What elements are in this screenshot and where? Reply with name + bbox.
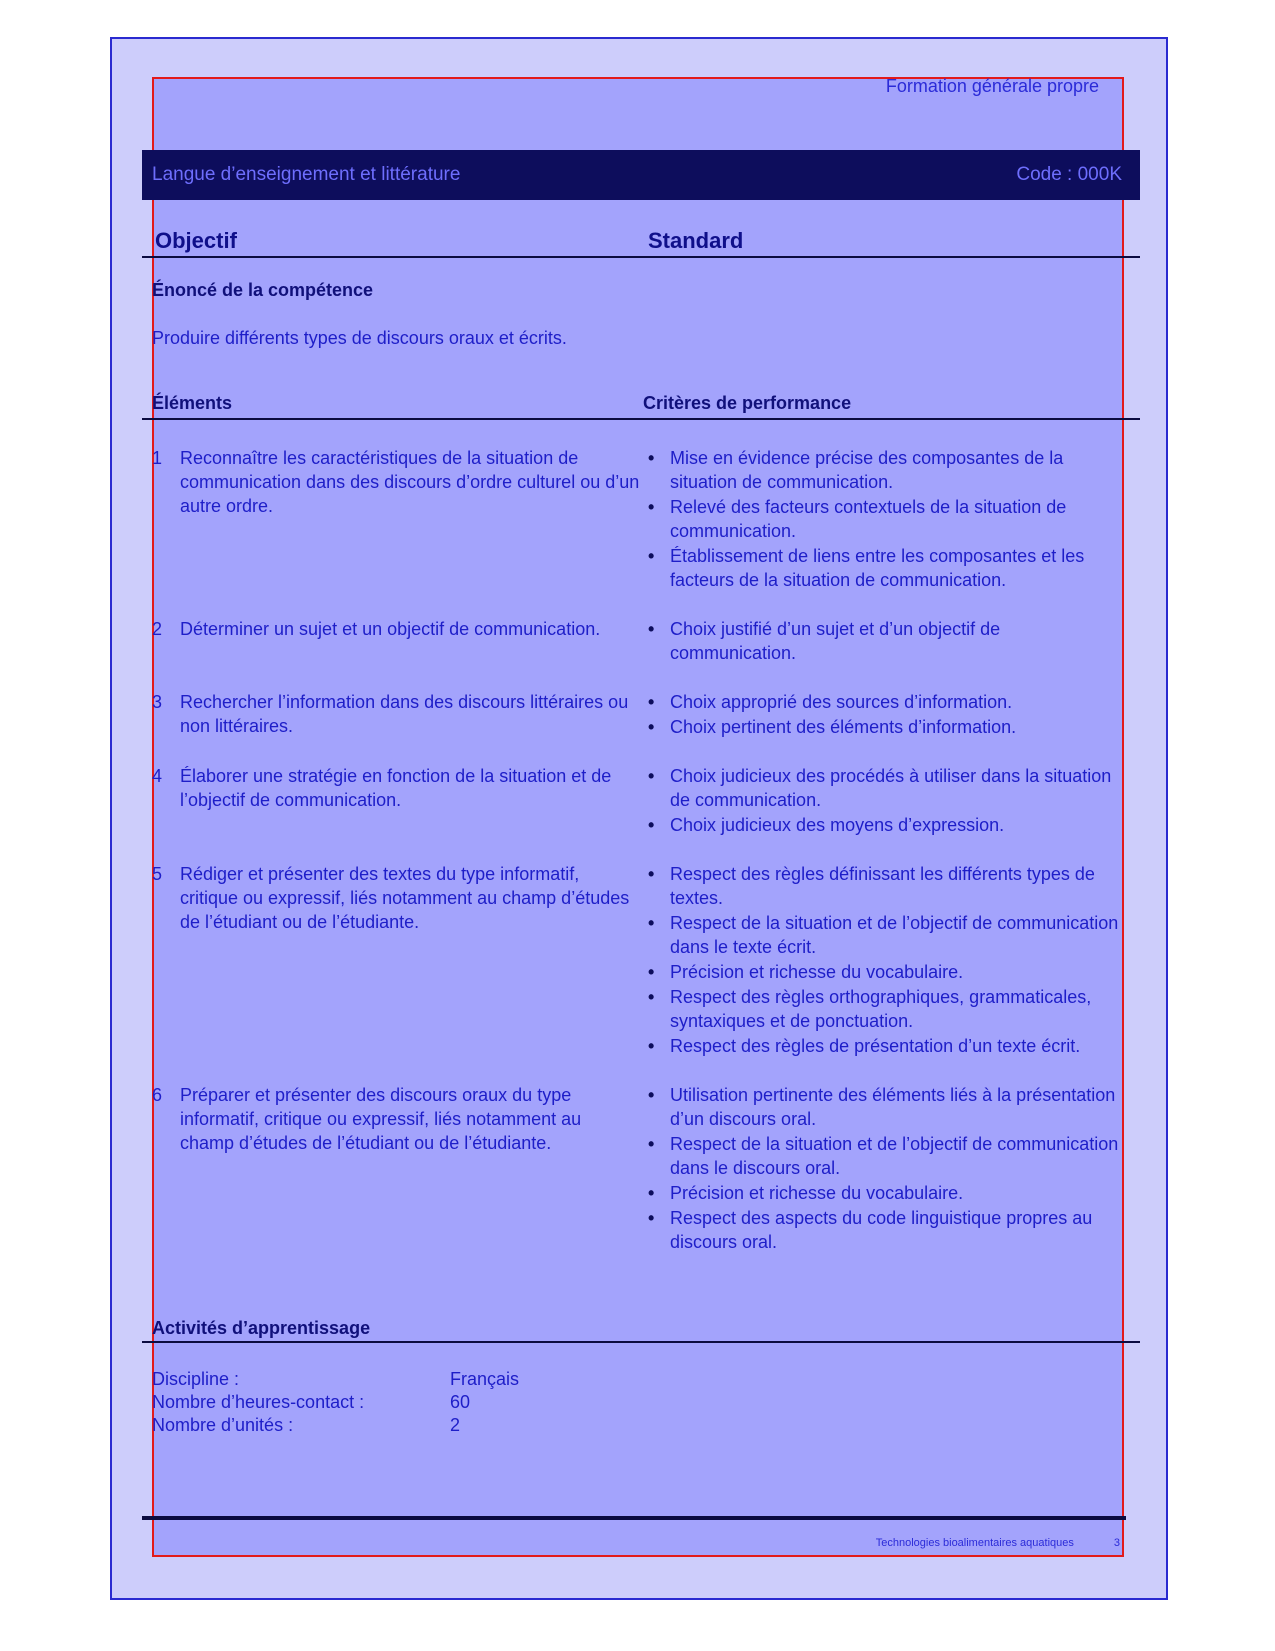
activity-row [152,1414,519,1437]
element-cell [152,617,648,666]
criteria-item [648,1034,1128,1058]
criteria-item [648,960,1128,984]
page-number: 3 [1113,1537,1120,1549]
element-cell [152,862,648,1059]
criteria-item [648,911,1128,959]
course-banner [142,150,1140,200]
criteria-item [648,617,1128,665]
criteria-text: Utilisation pertinente des éléments liés à la présentation d’un discours oral. [670,1085,1116,1129]
activities-table [152,1368,519,1437]
activity-label: Discipline : [152,1369,240,1389]
criteria-item [648,690,1128,714]
criteria-item [648,1132,1128,1180]
competence-heading: Énoncé de la compétence [152,280,374,300]
header-rule [142,256,1140,258]
criteria-cell [648,764,1128,838]
bullet-icon: • [648,1208,655,1228]
element-cell [152,690,648,740]
criteria-text: Choix judicieux des procédés à utiliser dans la situation de communication. [670,766,1112,810]
criteria-text: Choix judicieux des moyens d’expression. [670,815,1005,835]
criteria-text: Relevé des facteurs contextuels de la situation de communication. [670,497,1067,541]
competence-text: Produire différents types de discours oraux et écrits. [152,328,567,348]
table-row [152,862,1132,1059]
criteria-item [648,544,1128,592]
criteria-item [648,862,1128,910]
activity-label: Nombre d’heures-contact : [152,1392,365,1412]
elements-table [152,446,1132,1279]
element-number: 4 [152,766,163,786]
bullet-icon: • [648,497,655,517]
table-row [152,446,1132,593]
elements-heading: Éléments [152,393,233,413]
bullet-icon: • [648,766,655,786]
standard-heading: Standard [648,228,744,253]
element-text: Reconnaître les caractéristiques de la situation de communication dans des discours d’ordre culturel ou d’un autre ordre. [180,448,640,516]
criteria-item [648,764,1128,812]
bullet-icon: • [648,913,655,933]
bullet-icon: • [648,546,655,566]
criteria-text: Établissement de liens entre les composantes et les facteurs de la situation de communication. [670,546,1085,590]
criteria-text: Précision et richesse du vocabulaire. [670,1183,964,1203]
footer-program: Technologies bioalimentaires aquatiques [875,1537,1074,1549]
bullet-icon: • [648,987,655,1007]
criteria-item [648,1206,1128,1254]
criteria-text: Respect des aspects du code linguistique propres au discours oral. [670,1208,1093,1252]
bullet-icon: • [648,448,655,468]
table-row [152,764,1132,838]
bullet-icon: • [648,692,655,712]
bullet-icon: • [648,619,655,639]
activity-row [152,1368,519,1391]
activity-value: 2 [450,1415,461,1435]
criteria-item [648,715,1128,739]
bullet-icon: • [648,864,655,884]
activities-heading: Activités d’apprentissage [152,1318,371,1338]
criteria-text: Choix approprié des sources d’information. [670,692,1013,712]
criteria-text: Respect de la situation et de l’objectif de communication dans le discours oral. [670,1134,1119,1178]
criteria-text: Respect de la situation et de l’objectif de communication dans le texte écrit. [670,913,1119,957]
activity-value: Français [450,1369,520,1389]
criteria-heading: Critères de performance [643,393,852,413]
table-header-rule [142,418,1140,420]
activity-label: Nombre d’unités : [152,1415,294,1435]
table-row [152,690,1132,740]
criteria-text: Choix justifié d’un sujet et d’un objectif de communication. [670,619,1001,663]
criteria-cell [648,617,1128,666]
element-cell [152,446,648,593]
bullet-icon: • [648,717,655,737]
criteria-cell [648,1083,1128,1255]
bullet-icon: • [648,815,655,835]
footer [876,1537,1120,1549]
criteria-cell [648,690,1128,740]
criteria-cell [648,446,1128,593]
table-row [152,617,1132,666]
activities-rule [142,1341,1140,1343]
bullet-icon: • [648,1183,655,1203]
criteria-item [648,495,1128,543]
criteria-text: Respect des règles définissant les différents types de textes. [670,864,1095,908]
course-title: Langue d’enseignement et littérature [152,164,461,185]
element-text: Déterminer un sujet et un objectif de communication. [180,619,601,639]
element-number: 2 [152,619,163,639]
element-text: Rédiger et présenter des textes du type informatif, critique ou expressif, liés notamment au champ d’études de l’étudiant ou de l’étudiante. [180,864,630,932]
criteria-text: Choix pertinent des éléments d’information. [670,717,1017,737]
activity-row [152,1391,519,1414]
criteria-item [648,1083,1128,1131]
footer-rule [142,1516,1126,1520]
bullet-icon: • [648,962,655,982]
bullet-icon: • [648,1036,655,1056]
criteria-text: Mise en évidence précise des composantes de la situation de communication. [670,448,1064,492]
criteria-text: Précision et richesse du vocabulaire. [670,962,964,982]
element-number: 3 [152,692,163,712]
program-label: Formation générale propre [885,76,1099,96]
element-number: 5 [152,864,163,884]
criteria-cell [648,862,1128,1059]
criteria-item [648,985,1128,1033]
element-text: Rechercher l’information dans des discours littéraires ou non littéraires. [180,692,629,736]
objective-heading: Objectif [155,228,237,253]
element-number: 1 [152,448,163,468]
criteria-item [648,1181,1128,1205]
element-cell [152,1083,648,1255]
element-cell [152,764,648,838]
table-row [152,1083,1132,1255]
criteria-text: Respect des règles de présentation d’un texte écrit. [670,1036,1081,1056]
element-text: Élaborer une stratégie en fonction de la situation et de l’objectif de communication. [180,766,612,810]
criteria-item [648,813,1128,837]
element-number: 6 [152,1085,163,1105]
element-text: Préparer et présenter des discours oraux du type informatif, critique ou expressif, liés notamment au champ d’études de l’étudiant ou de l’étudiante. [180,1085,582,1153]
criteria-text: Respect des règles orthographiques, grammaticales, syntaxiques et de ponctuation. [670,987,1092,1031]
bullet-icon: • [648,1134,655,1154]
course-code: Code : 000K [1016,164,1122,185]
criteria-item [648,446,1128,494]
activity-value: 60 [450,1392,471,1412]
bullet-icon: • [648,1085,655,1105]
